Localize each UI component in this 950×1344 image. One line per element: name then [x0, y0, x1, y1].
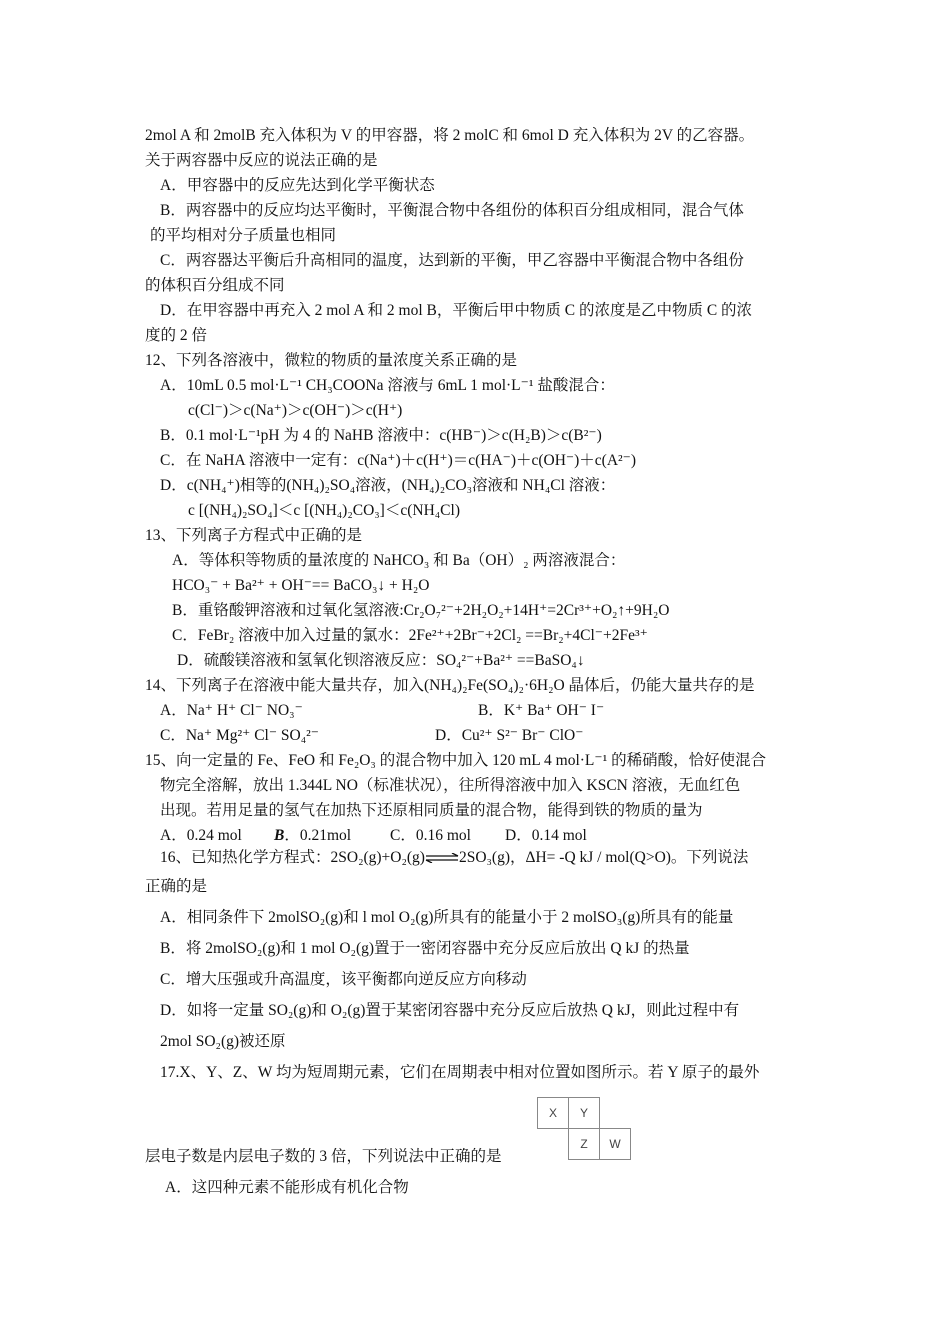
q16-line1-part2: 2SO₃(g)，ΔH= -Q kJ / mol(Q>O)。下列说法 — [458, 849, 749, 866]
q16-option-a: A．相同条件下 2molSO₂(g)和 l mol O₂(g)所具有的能量小于 2 molSO₃(g)所具有的能量 — [160, 909, 734, 926]
q14-option-b: B．K⁺ Ba⁺ OH⁻ I⁻ — [478, 702, 605, 719]
q13-option-c: C．FeBr₂ 溶液中加入过量的氯水：2Fe²⁺+2Br⁻+2Cl₂ ==Br₂+4Cl⁻+2Fe³⁺ — [172, 627, 648, 644]
q13-option-a-cont: HCO₃⁻ + Ba²⁺ + OH⁻== BaCO₃↓ + H₂O — [172, 577, 430, 594]
q12-option-b: B．0.1 mol·L⁻¹pH 为 4 的 NaHB 溶液中：c(HB⁻)＞c(H₂B)＞c(B²⁻) — [160, 427, 602, 444]
q11-option-d-cont: 度的 2 倍 — [145, 327, 208, 344]
q15-line3: 出现。若用足量的氢气在加热下还原相同质量的混合物，能得到铁的物质的量为 — [160, 802, 703, 819]
q16-option-d-cont: 2mol SO₂(g)被还原 — [160, 1033, 286, 1050]
q15-option-b — [274, 826, 351, 846]
q15-line2: 物完全溶解，放出 1.344L NO（标准状况），往所得溶液中加入 KSCN 溶液，无血红色 — [160, 777, 741, 794]
q13-option-b: B．重铬酸钾溶液和过氧化氢溶液:Cr₂O₇²⁻+2H₂O₂+14H⁺=2Cr³⁺+O₂↑+9H₂O — [172, 602, 670, 619]
q12-option-a-cont: c(Cl⁻)＞c(Na⁺)＞c(OH⁻)＞c(H⁺) — [188, 402, 403, 419]
q15-option-a: A．0.24 mol — [160, 827, 242, 844]
cell-w: W — [599, 1128, 631, 1160]
q12-option-c: C．在 NaHA 溶液中一定有：c(Na⁺)＋c(H⁺)＝c(HA⁻)＋c(OH⁻)＋c(A²⁻) — [160, 452, 636, 469]
q11-option-b: B．两容器中的反应均达平衡时，平衡混合物中各组份的体积百分组成相同，混合气体 — [160, 202, 744, 219]
reversible-arrow-icon — [425, 853, 459, 863]
q14-option-a: A．Na⁺ H⁺ Cl⁻ NO₃⁻ — [160, 702, 303, 719]
q15-option-d: D．0.14 mol — [505, 827, 587, 844]
q13-option-d: D．硫酸镁溶液和氢氧化钡溶液反应：SO₄²⁻+Ba²⁺ ==BaSO₄↓ — [177, 652, 585, 669]
cell-x: X — [537, 1097, 569, 1129]
cell-y: Y — [568, 1097, 600, 1129]
q11-option-c-cont: 的体积百分组成不同 — [145, 277, 285, 294]
q16-option-c: C．增大压强或升高温度，该平衡都向逆反应方向移动 — [160, 971, 527, 988]
q11-option-c: C．两容器达平衡后升高相同的温度，达到新的平衡，甲乙容器中平衡混合物中各组份 — [160, 252, 744, 269]
q16-line1-part1: 16、已知热化学方程式：2SO₂(g)+O₂(g) — [160, 849, 425, 866]
q13-option-a: A．等体积等物质的量浓度的 NaHCO₃ 和 Ba（OH）₂ 两溶液混合： — [172, 552, 626, 569]
q15-option-c: C．0.16 mol — [390, 827, 471, 844]
q17-line1: 17.X、Y、Z、W 均为短周期元素，它们在周期表中相对位置如图所示。若 Y 原子的最外 — [160, 1064, 760, 1081]
q12-option-a: A．10mL 0.5 mol·L⁻¹ CH₃COONa 溶液与 6mL 1 mol·L⁻¹ 盐酸混合： — [160, 377, 615, 394]
q15-option-b-letter: B — [274, 827, 285, 844]
q12-option-d-cont: c [(NH₄)₂SO₄]＜c [(NH₄)₂CO₃]＜c(NH₄Cl) — [188, 502, 460, 519]
q11-option-a: A．甲容器中的反应先达到化学平衡状态 — [160, 177, 435, 194]
q16-line2: 正确的是 — [145, 878, 208, 895]
q16-line1 — [160, 848, 748, 868]
q11-line2: 关于两容器中反应的说法正确的是 — [145, 152, 378, 169]
q14-option-d: D．Cu²⁺ S²⁻ Br⁻ ClO⁻ — [435, 727, 584, 744]
q13-stem: 13、下列离子方程式中正确的是 — [145, 527, 363, 544]
q11-option-d: D．在甲容器中再充入 2 mol A 和 2 mol B，平衡后甲中物质 C 的浓度是乙中物质 C 的浓 — [160, 302, 753, 319]
q16-option-d: D．如将一定量 SO₂(g)和 O₂(g)置于某密闭容器中充分反应后放热 Q kJ，则此过程中有 — [160, 1002, 740, 1019]
q17-option-a: A．这四种元素不能形成有机化合物 — [165, 1179, 409, 1196]
q16-option-b: B．将 2molSO₂(g)和 1 mol O₂(g)置于一密闭容器中充分反应后放出 Q kJ 的热量 — [160, 940, 690, 957]
q12-option-d: D．c(NH₄⁺)相等的(NH₄)₂SO₄溶液，(NH₄)₂CO₃溶液和 NH₄Cl 溶液： — [160, 477, 616, 494]
cell-z: Z — [568, 1128, 600, 1160]
q14-stem: 14、下列离子在溶液中能大量共存，加入(NH₄)₂Fe(SO₄)₂·6H₂O 晶体后，仍能大量共存的是 — [145, 677, 755, 694]
q12-stem: 12、下列各溶液中，微粒的物质的量浓度关系正确的是 — [145, 352, 518, 369]
q14-option-c: C．Na⁺ Mg²⁺ Cl⁻ SO₄²⁻ — [160, 727, 319, 744]
periodic-table-diagram — [537, 1097, 631, 1161]
q11-line1: 2mol A 和 2molB 充入体积为 V 的甲容器，将 2 molC 和 6mol D 充入体积为 2V 的乙容器。 — [145, 127, 755, 144]
q15-option-b-text: ．0.21mol — [284, 827, 352, 844]
q15-line1: 15、向一定量的 Fe、FeO 和 Fe₂O₃ 的混合物中加入 120 mL 4 mol·L⁻¹ 的稀硝酸，恰好使混合 — [145, 752, 767, 769]
q17-line2: 层电子数是内层电子数的 3 倍，下列说法中正确的是 — [145, 1148, 502, 1165]
q11-option-b-cont: 的平均相对分子质量也相同 — [150, 227, 337, 244]
